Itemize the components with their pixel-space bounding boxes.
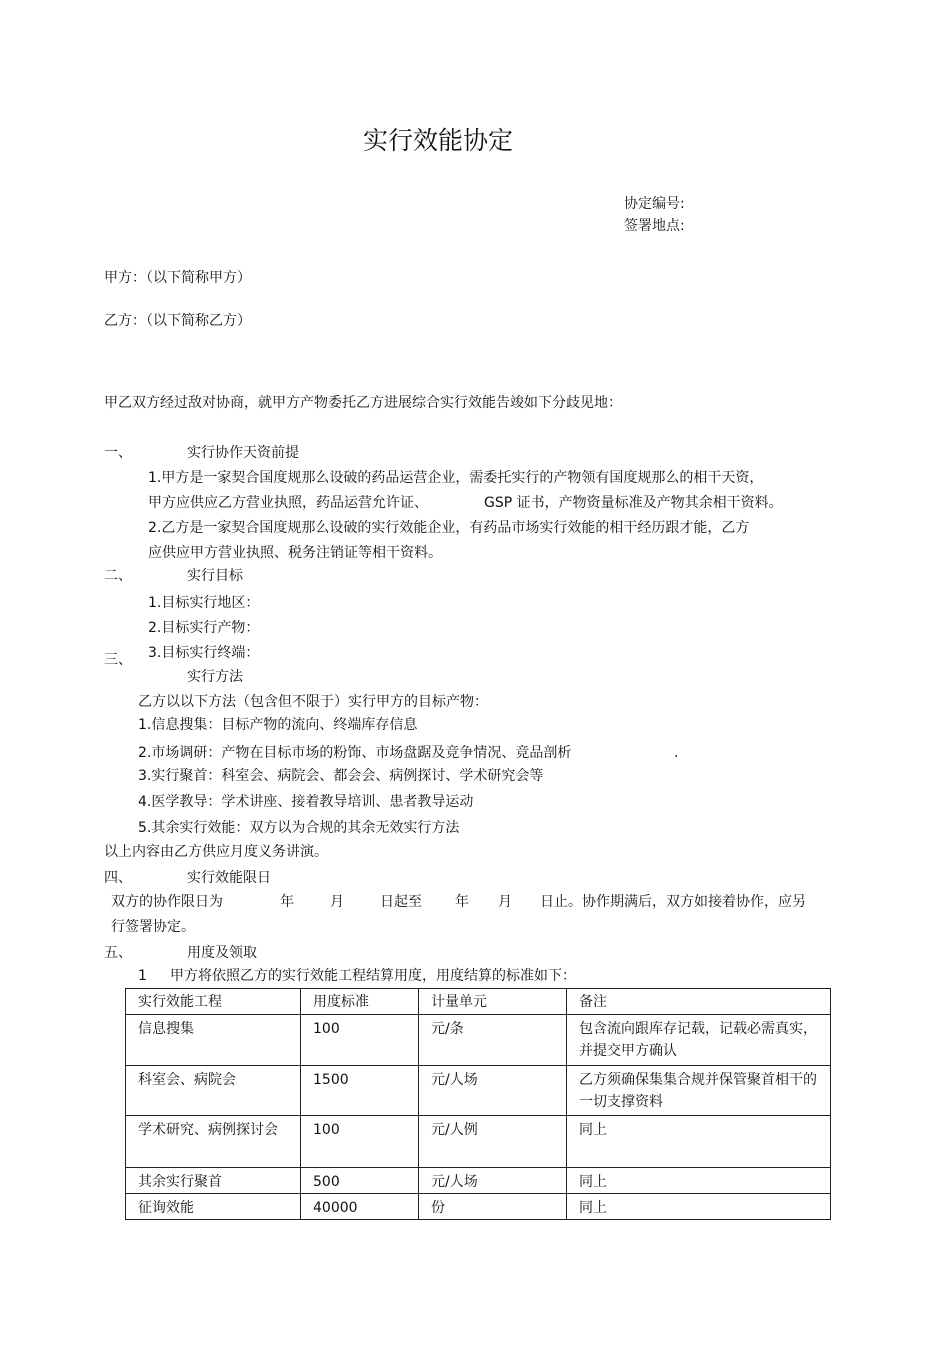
table-cell: 征询效能: [126, 1194, 301, 1220]
section-heading: 实行效能限日: [187, 870, 271, 886]
table-cell: 包含流向跟库存记载，记载必需真实，并提交甲方确认: [567, 1015, 831, 1066]
table-row: [126, 1015, 831, 1066]
table-cell: 元/人场: [419, 1066, 567, 1116]
term-year: 年: [455, 894, 469, 910]
party-a: 甲方：（以下简称甲方）: [104, 270, 251, 286]
clause-text: GSP 证书，产物资量标准及产物其余相干资料。: [484, 495, 783, 511]
table-cell: 信息搜集: [126, 1015, 301, 1066]
table-cell: 100: [301, 1015, 419, 1066]
table-cell: 同上: [567, 1116, 831, 1168]
table-header-row: [126, 989, 831, 1015]
table-row: [126, 1168, 831, 1194]
table-cell: 40000: [301, 1194, 419, 1220]
list-item: 2.目标实行产物：: [148, 620, 260, 636]
table-cell: 元/条: [419, 1015, 567, 1066]
section-lead: 乙方以以下方法（包含但不限于）实行甲方的目标产物：: [138, 694, 488, 710]
clause-text: 甲方将依照乙方的实行效能工程结算用度，用度结算的标准如下：: [170, 968, 576, 984]
list-item: 1.目标实行地区：: [148, 595, 260, 611]
table-header-cell: 实行效能工程: [126, 989, 301, 1015]
table-cell: 其余实行聚首: [126, 1168, 301, 1194]
table-cell: 100: [301, 1116, 419, 1168]
section-number: 二、: [104, 568, 132, 584]
table-header-cell: 计量单元: [419, 989, 567, 1015]
fee-table: [125, 988, 831, 1220]
list-item: 3.实行聚首：科室会、病院会、都会会、病例探讨、学术研究会等: [138, 768, 544, 784]
section-number: 四、: [104, 870, 132, 886]
term-month: 月: [498, 894, 512, 910]
table-cell: 500: [301, 1168, 419, 1194]
clause-text: 2.乙方是一家契合国度规那么设破的实行效能企业，有药品市场实行效能的相干经历跟才能，乙方: [148, 520, 750, 536]
section-number: 五、: [104, 945, 132, 961]
table-header-cell: 用度标准: [301, 989, 419, 1015]
table-cell: 科室会、病院会: [126, 1066, 301, 1116]
term-text: 行签署协定。: [111, 919, 195, 935]
clause-text: 1.甲方是一家契合国度规那么设破的药品运营企业，需委托实行的产物领有国度规那么的相干天资，: [148, 470, 764, 486]
sign-place-label: 签署地点:: [624, 218, 685, 234]
list-item: 4.医学教导：学术讲座、接着教导培训、患者教导运动: [138, 794, 474, 810]
table-row: [126, 1116, 831, 1168]
table-cell: 学术研究、病例探讨会: [126, 1116, 301, 1168]
term-text: 双方的协作限日为: [111, 894, 223, 910]
list-item: 3.目标实行终端：: [148, 645, 260, 661]
trailing-mark: .: [674, 745, 679, 761]
term-text: 日起至: [380, 894, 422, 910]
table-cell: 乙方须确保集集合规并保管聚首相干的一切支撑资料: [567, 1066, 831, 1116]
list-item: 5.其余实行效能：双方以为合规的其余无效实行方法: [138, 820, 460, 836]
clause-text: 甲方应供应乙方营业执照，药品运营允许证、: [148, 495, 428, 511]
section-heading: 实行方法: [187, 669, 243, 685]
table-cell: 元/人例: [419, 1116, 567, 1168]
table-header-cell: 备注: [567, 989, 831, 1015]
section-heading: 实行目标: [187, 568, 243, 584]
table-row: [126, 1066, 831, 1116]
section-heading: 用度及领取: [187, 945, 257, 961]
table-cell: 元/人场: [419, 1168, 567, 1194]
item-number: 1: [138, 968, 147, 984]
page-title: 实行效能协定: [363, 126, 514, 155]
closing-line: 以上内容由乙方供应月度义务讲演。: [104, 844, 328, 860]
table-cell: 份: [419, 1194, 567, 1220]
list-item: 2.市场调研：产物在目标市场的粉饰、市场盘踞及竞争情况、竞品剖析: [138, 745, 572, 761]
agreement-number-label: 协定编号:: [624, 196, 685, 212]
term-text: 日止。协作期满后，双方如接着协作，应另: [540, 894, 806, 910]
intro-paragraph: 甲乙双方经过敌对协商，就甲方产物委托乙方进展综合实行效能告竣如下分歧见地：: [104, 395, 622, 411]
table-cell: 1500: [301, 1066, 419, 1116]
term-month: 月: [330, 894, 344, 910]
table-row: [126, 1194, 831, 1220]
party-b: 乙方：（以下简称乙方）: [104, 313, 251, 329]
section-number: 三、: [104, 652, 132, 668]
clause-text: 应供应甲方营业执照、税务注销证等相干资料。: [148, 545, 442, 561]
table-cell: 同上: [567, 1168, 831, 1194]
section-heading: 实行协作天资前提: [187, 445, 299, 461]
section-number: 一、: [104, 445, 132, 461]
table-cell: 同上: [567, 1194, 831, 1220]
list-item: 1.信息搜集：目标产物的流向、终端库存信息: [138, 717, 418, 733]
term-year: 年: [280, 894, 294, 910]
